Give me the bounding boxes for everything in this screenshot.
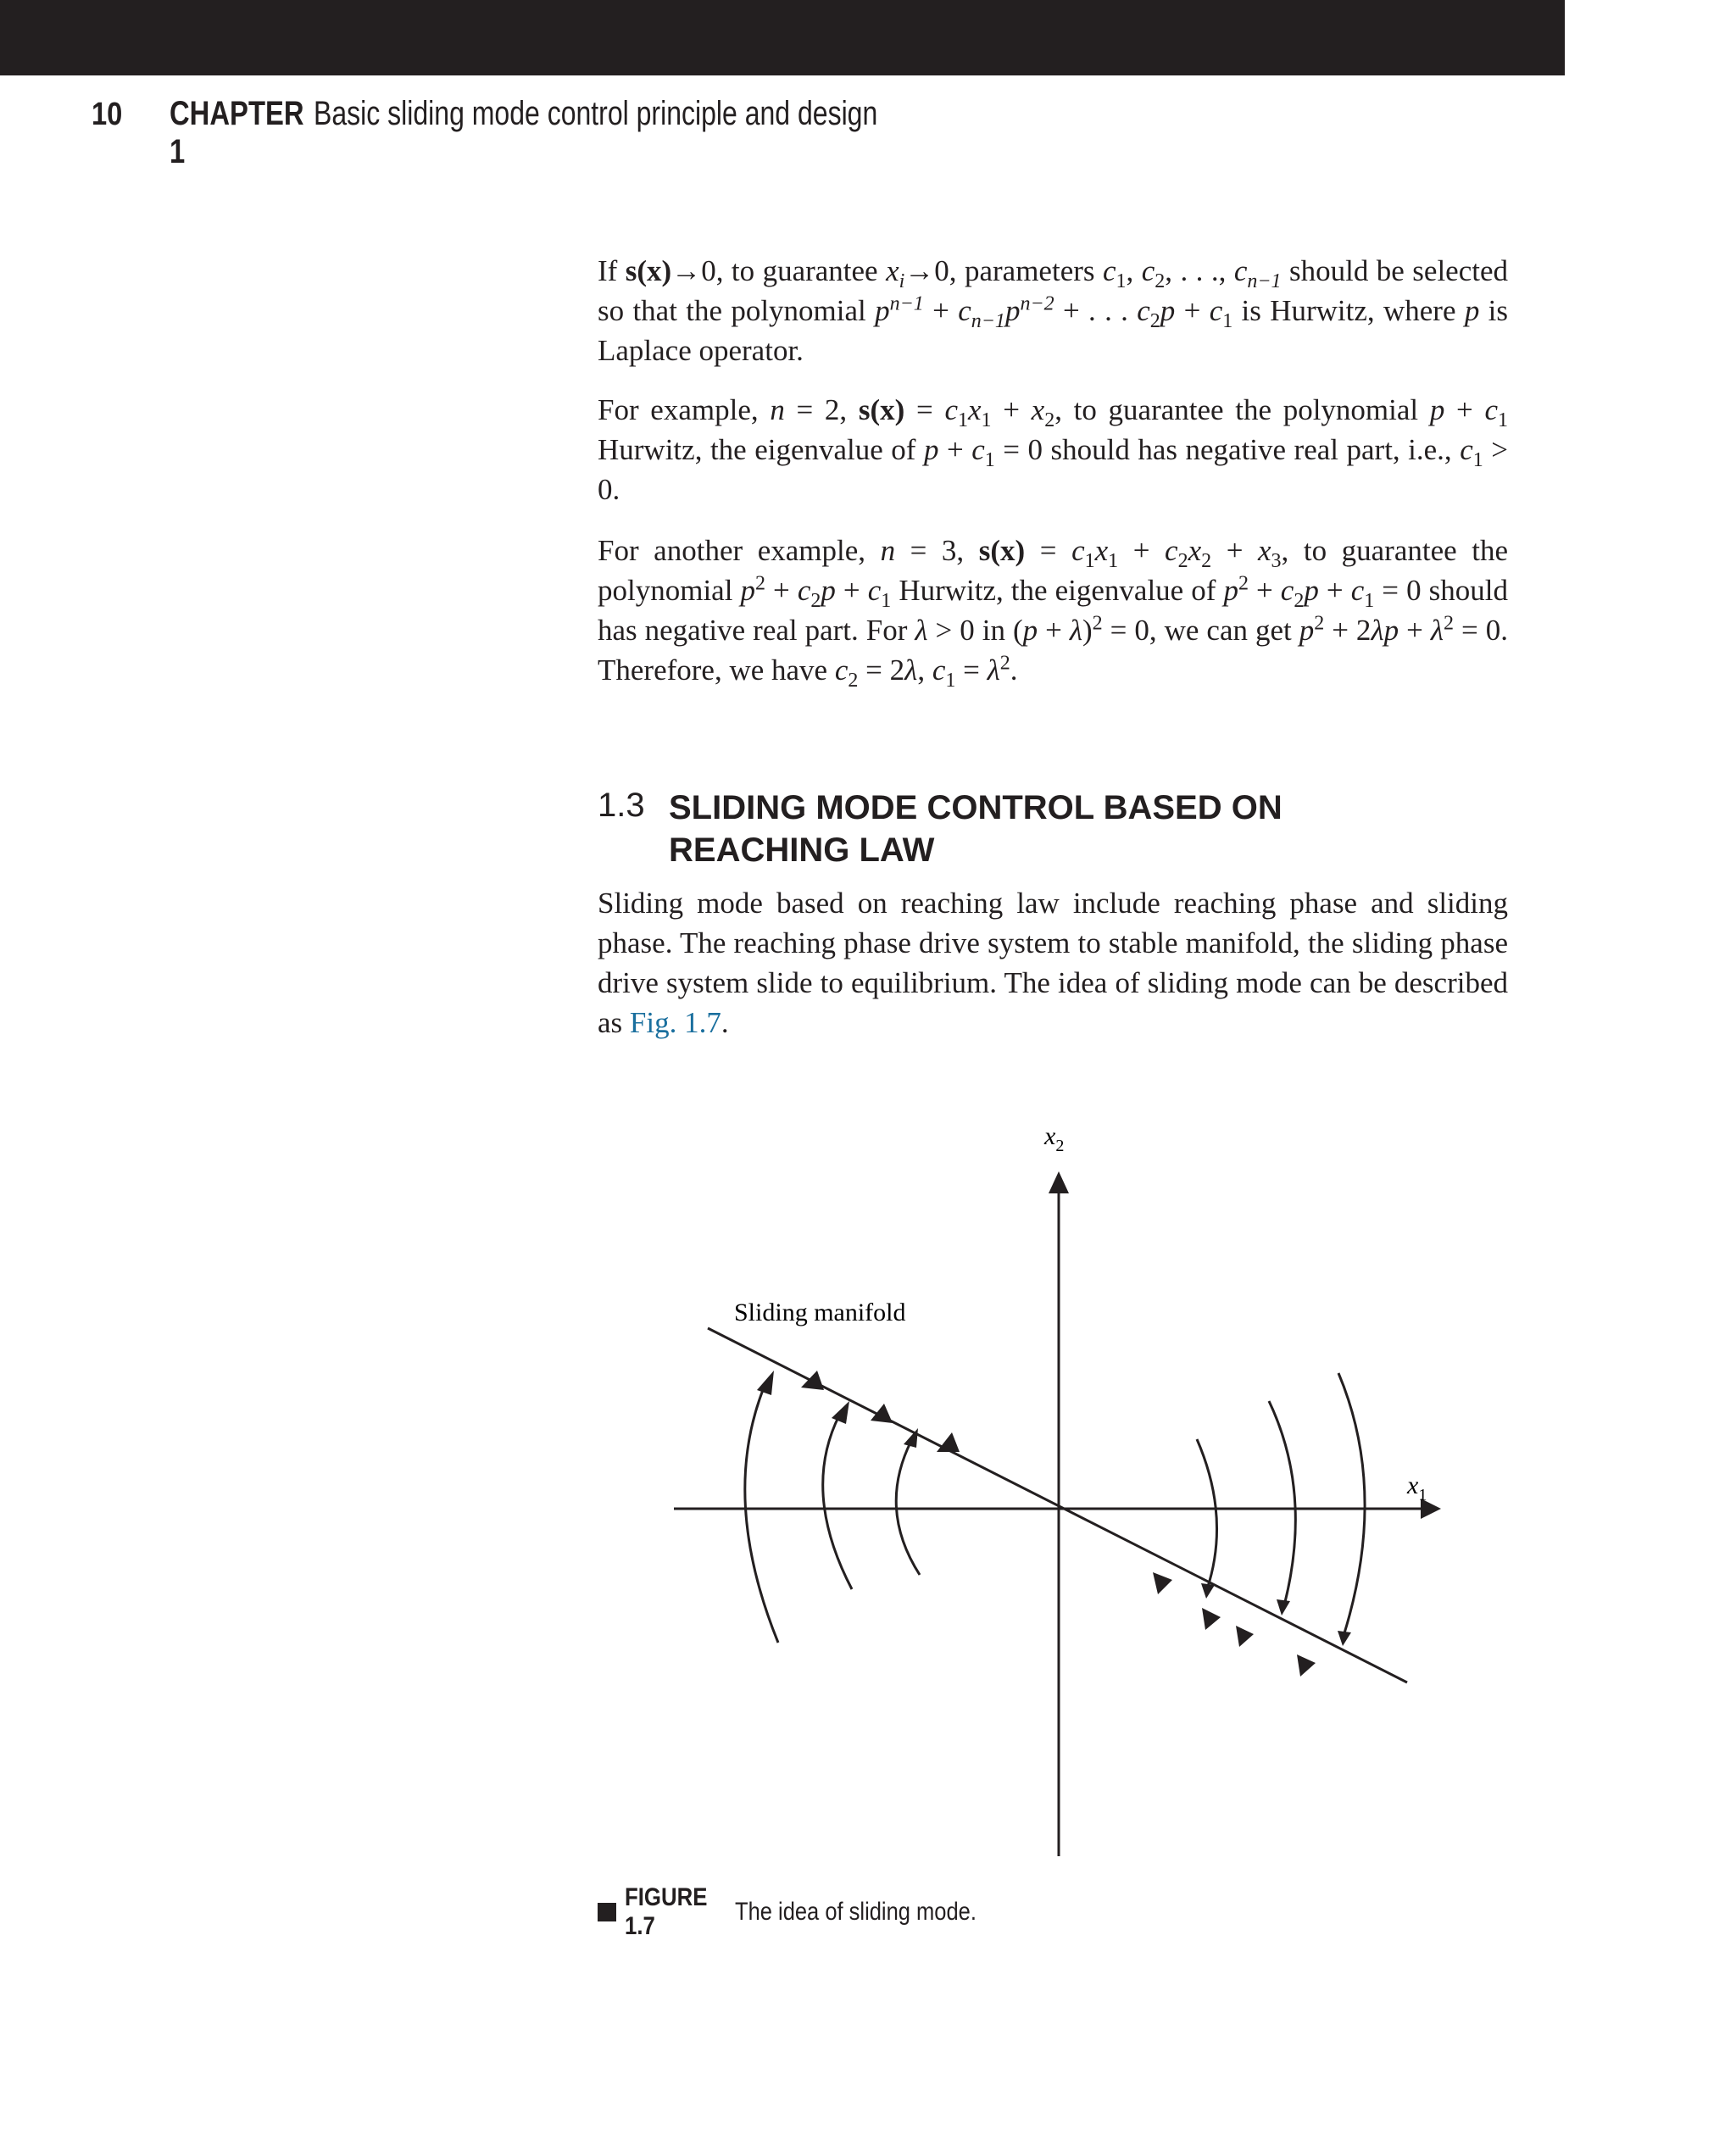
caption-text: The idea of sliding mode. bbox=[735, 1898, 976, 1926]
paragraph-4: Sliding mode based on reaching law include reaching phase and sliding phase. The reaching phase drive system to stable manifold, the sliding phase drive system slide to equilibrium. The idea of sliding mode can be described as Fig. 1.7. bbox=[598, 887, 1508, 1039]
chapter-label: CHAPTER 1 bbox=[170, 95, 304, 170]
top-bar bbox=[0, 0, 1565, 75]
chapter-title: Basic sliding mode control principle and design bbox=[314, 95, 878, 132]
arrowhead-left-2a bbox=[832, 1401, 849, 1424]
arrowhead-right-2a bbox=[1202, 1608, 1221, 1630]
arrowhead-right-1b bbox=[1201, 1583, 1215, 1599]
caption-label: FIGURE 1.7 bbox=[625, 1883, 708, 1940]
x1-axis-label: $x_1$ bbox=[1407, 1471, 1427, 1504]
section-title: SLIDING MODE CONTROL BASED ON REACHING LAW bbox=[669, 789, 1283, 869]
running-head bbox=[92, 95, 1019, 170]
paragraph-3: For another example, n = 3, $s(x) = c_1x_1 + c_2x_2 + x_3$, to guarantee the polynomial $p^2 + c_2p + c_1$ Hurwitz, the eigenvalue of $p^2 + c_2p + c_1 = 0$ should has negative real part. For λ > 0 in $(p + \lambda)^2 = 0$, we can get $p^2 + 2\lambda p + \lambda^2 = 0$. Therefore, we have $c_2 = 2\lambda$, $c_1 = \lambda^2$. bbox=[598, 534, 1508, 692]
paragraph-1: If s(x)→0, to guarantee $x_i\to 0$, parameters $c_1$, $c_2$, . . ., $c_{n-1}$ should be selected so that the polynomial $p^{n-1} + c_{n-1}p^{n-2}$ + . . . $c_2p + c_1$ is Hurwitz, where p is Laplace operator. bbox=[598, 254, 1509, 367]
x2-arrowhead bbox=[1049, 1171, 1069, 1193]
arrowhead-right-2b bbox=[1277, 1599, 1290, 1615]
arrowhead-right-3a bbox=[1236, 1626, 1254, 1647]
section-number: 1.3 bbox=[598, 787, 645, 824]
arrowhead-left-1b bbox=[801, 1371, 824, 1390]
figure-link[interactable]: Fig. 1.7 bbox=[629, 1006, 721, 1039]
figure-caption bbox=[598, 1883, 1019, 1941]
arrowhead-left-3b bbox=[937, 1432, 960, 1452]
caption-square-icon bbox=[598, 1903, 616, 1921]
trajectory-left-1 bbox=[745, 1390, 778, 1643]
x2-axis-label: $x_2$ bbox=[1044, 1122, 1065, 1155]
manifold-label: Sliding manifold bbox=[734, 1299, 906, 1326]
trajectory-right-3 bbox=[1338, 1373, 1365, 1636]
trajectory-left-2 bbox=[823, 1415, 852, 1589]
arrowhead-right-1a bbox=[1153, 1572, 1172, 1594]
paragraph-2: For example, n = 2, $s(x) = c_1x_1 + x_2$, to guarantee the polynomial $p + c_1$ Hurwitz, the eigenvalue of $p + c_1 = 0$ should has negative real part, i.e., $c_1 > 0$. bbox=[598, 393, 1508, 506]
page-number: 10 bbox=[92, 97, 123, 132]
arrowhead-right-3b bbox=[1338, 1631, 1351, 1646]
sliding-mode-figure bbox=[593, 1093, 1441, 1873]
arrowhead-right-4 bbox=[1297, 1654, 1316, 1677]
trajectory-right-2 bbox=[1269, 1401, 1295, 1602]
trajectory-right-1 bbox=[1197, 1439, 1217, 1589]
arrowhead-left-1a bbox=[757, 1371, 774, 1395]
